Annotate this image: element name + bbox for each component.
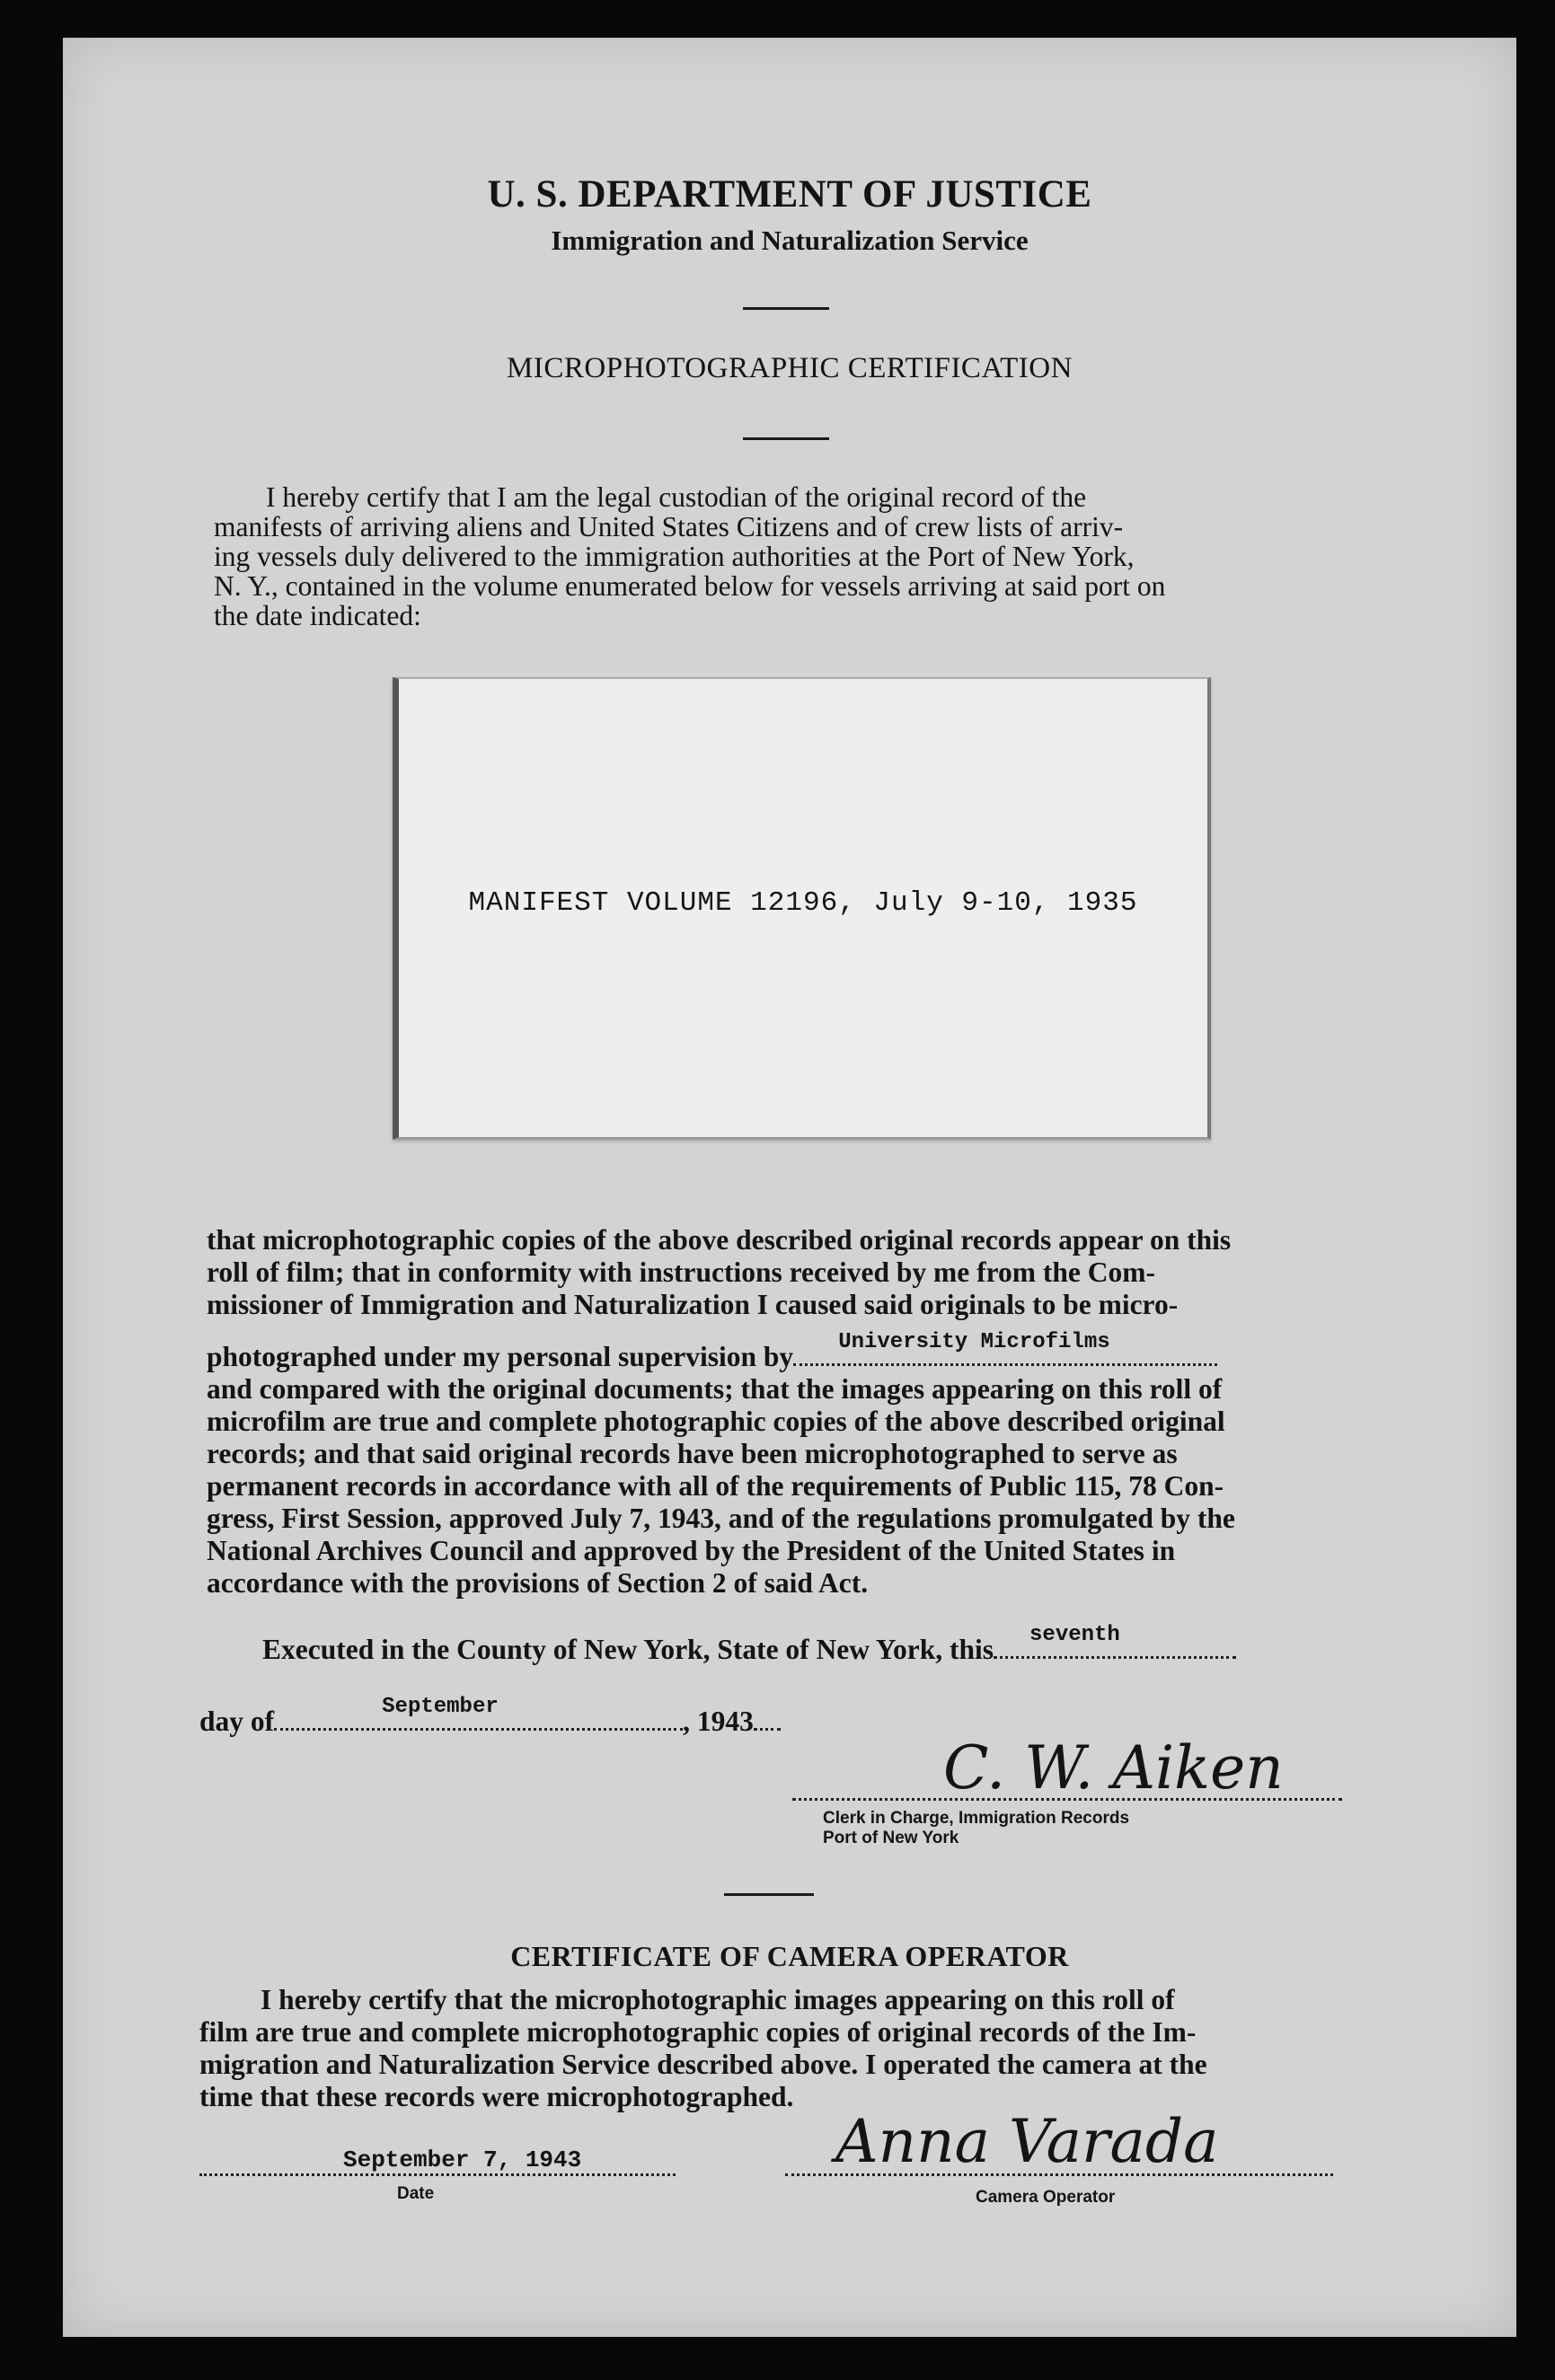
camera-line: migration and Naturalization Service described above. I operated the camera at the xyxy=(199,2049,1207,2080)
body-line: roll of film; that in conformity with instructions received by me from the Com- xyxy=(207,1256,1155,1288)
executed-line xyxy=(262,1623,1421,1665)
year-value: 3 xyxy=(739,1706,754,1737)
body-line: missioner of Immigration and Naturalization I caused said originals to be micro- xyxy=(207,1289,1179,1320)
body-line: that microphotographic copies of the above described original records appear on this xyxy=(207,1224,1232,1256)
divider xyxy=(743,437,829,440)
clerk-port: Port of New York xyxy=(823,1829,959,1847)
body-line: microfilm are true and complete photographic copies of the above described original xyxy=(207,1406,1225,1437)
intro-line: N. Y., contained in the volume enumerated below for vessels arriving at said port on xyxy=(214,570,1166,602)
certificate-page xyxy=(63,38,1516,2337)
manifest-volume-text: MANIFEST VOLUME 12196, July 9-10, 1935 xyxy=(468,887,1138,919)
camera-line: film are true and complete microphotographic copies of original records of the Im- xyxy=(199,2016,1197,2048)
body-line: National Archives Council and approved by the President of the United States in xyxy=(207,1535,1176,1566)
divider xyxy=(743,307,829,310)
date-line xyxy=(199,1695,1008,1737)
operator-signature: Anna Varada xyxy=(835,2107,1219,2176)
day-of-label: day of xyxy=(199,1706,275,1737)
clerk-title: Clerk in Charge, Immigration Records xyxy=(823,1809,1130,1828)
intro-line: I hereby certify that I am the legal custodian of the original record of the xyxy=(266,481,1087,513)
certification-title: MICROPHOTOGRAPHIC CERTIFICATION xyxy=(507,352,1073,384)
supervisor-value: University Microfilms xyxy=(838,1330,1110,1354)
camera-line: I hereby certify that the microphotographic images appearing on this roll of xyxy=(261,1984,1175,2015)
day-value: seventh xyxy=(1029,1623,1120,1647)
body-line: records; and that said original records have been microphotographed to serve as xyxy=(207,1438,1178,1469)
camera-operator-heading: CERTIFICATE OF CAMERA OPERATOR xyxy=(510,1940,1069,1972)
agency-heading: U. S. DEPARTMENT OF JUSTICE xyxy=(487,173,1092,216)
date-label: Date xyxy=(397,2184,435,2203)
service-subheading: Immigration and Naturalization Service xyxy=(551,225,1029,256)
supervisor-field xyxy=(793,1330,1217,1366)
date-signature-line xyxy=(199,2173,676,2176)
executed-prefix: Executed in the County of New York, State of New York, this xyxy=(262,1634,994,1665)
body-line: permanent records in accordance with all of the requirements of Public 115, 78 Con- xyxy=(207,1470,1224,1502)
month-field xyxy=(274,1695,683,1731)
intro-line: manifests of arriving aliens and United States Citizens and of crew lists of arriv- xyxy=(214,511,1124,542)
supervisor-prefix: photographed under my personal supervision by xyxy=(207,1341,794,1372)
signed-date-value: September 7, 1943 xyxy=(343,2146,582,2173)
divider xyxy=(724,1893,814,1896)
body-line: and compared with the original documents; that the images appearing on this roll of xyxy=(207,1373,1223,1405)
intro-line: ing vessels duly delivered to the immigration authorities at the Port of New York, xyxy=(214,541,1135,572)
intro-line: the date indicated: xyxy=(214,600,421,631)
day-field xyxy=(994,1623,1236,1659)
body-line: gress, First Session, approved July 7, 1943, and of the regulations promulgated by the xyxy=(207,1503,1235,1534)
month-value: September xyxy=(382,1695,499,1719)
camera-line: time that these records were microphotographed. xyxy=(199,2081,794,2112)
body-line xyxy=(207,1330,1416,1372)
body-line: accordance with the provisions of Section 2 of said Act. xyxy=(207,1567,869,1599)
year-prefix: , 194 xyxy=(683,1706,740,1737)
operator-label: Camera Operator xyxy=(976,2188,1116,2207)
manifest-card xyxy=(393,677,1211,1140)
clerk-signature: C. W. Aiken xyxy=(943,1733,1284,1803)
